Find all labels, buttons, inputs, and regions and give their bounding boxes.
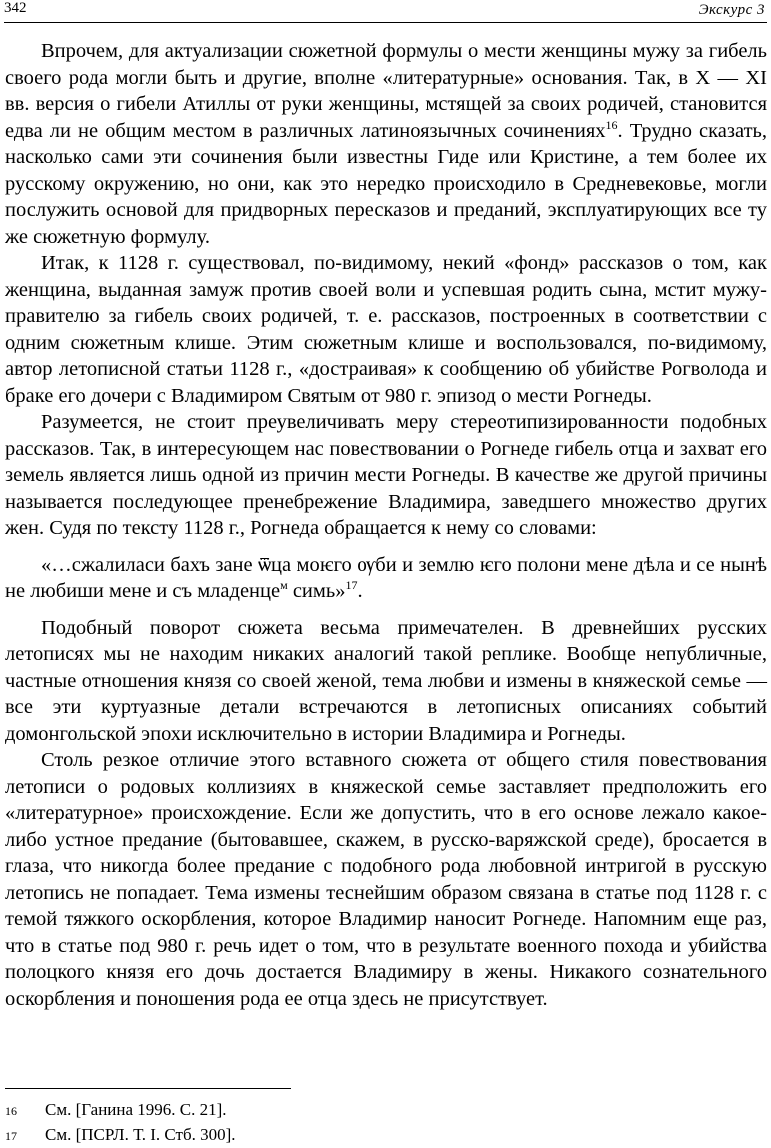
- quote-superscript: м: [280, 578, 288, 592]
- paragraph-3: Разумеется, не стоит преувеличивать меру стереотипизированности подобных рассказов. Так, в интересующем нас повествовании о Рогнеде гибель отца и захват его земель является лишь одной из причин мести Рогнеды. В качестве же другой причины называется последующее пренебрежение Владимира, заведшего множество других жен. Судя по тексту 1128 г., Рогнеда обращается к нему со словами:: [5, 411, 767, 539]
- footnotes: [5, 1098, 765, 1148]
- footnote-text: См. [ПСРЛ. Т. I. Стб. 300].: [45, 1125, 236, 1144]
- quote-part-b: симь»: [287, 580, 346, 602]
- main-text: [5, 38, 767, 1012]
- quote-end: .: [357, 580, 363, 602]
- paragraph-1-part-b: . Трудно сказать, насколько сами эти сочинения были известны Гиде или Кристине, а тем более их русскому окружению, но они, как это нередко происходило в Средневековье, могли послужить основой для придворных пересказов и преданий, эксплуатирующих все ту же сюжетную формулу.: [5, 119, 768, 248]
- chronicle-quote: [5, 552, 767, 605]
- footnote-number: 16: [5, 1104, 17, 1118]
- paragraph-4: Подобный поворот сюжета весьма примечателен. В древнейших русских летописях мы не находим никаких аналогий такой реплике. Вообще непубличные, частные отношения князя со своей женой, тема любви и измены в княжеской семье — все эти куртуазные детали встречаются в летописных описаниях событий домонгольской эпохи исключительно в истории Владимира и Рогнеды.: [5, 616, 767, 745]
- quote-part-a: «…сжалиласи бахъ зане ѿца моѥго ѹби и землю ѥго полони мене дѣла и се нынѣ не любиши мене и съ младенце: [5, 553, 767, 602]
- paragraph-1: [5, 38, 767, 250]
- footnote-16: [5, 1098, 765, 1123]
- paragraph-5: Столь резкое отличие этого вставного сюжета от общего стиля повествования летописи о родовых коллизиях в княжеской семье заставляет предположить его «литературное» происхождение. Если же допустить, что в его основе лежало какое-либо устное предание (бытовавшее, скажем, в русско-варяжской среде), бросается в глаза, что никогда более предание с подобного рода любовной интригой в русскую летопись не попадает. Тема измены теснейшим образом связана в статье под 1128 г. с темой тяжкого оскорбления, которое Владимир наносит Рогнеде. Напомним еще раз, что в статье под 980 г. речь идет о том, что в результате военного похода и убийства полоцкого князя его дочь достается Владимиру в жены. Никакого сознательного оскорбления и поношения рода ее отца здесь не присутствует.: [5, 749, 767, 1010]
- running-title: Экскурс 3: [698, 2, 765, 18]
- footnote-divider: [5, 1088, 291, 1089]
- footnote-ref-17[interactable]: 17: [345, 578, 358, 592]
- page-number: 342: [4, 0, 27, 16]
- running-header: [4, 0, 767, 23]
- paragraph-2: Итак, к 1128 г. существовал, по-видимому, некий «фонд» рассказов о том, как женщина, выданная замуж против своей воли и успевшая родить сына, мстит мужу-правителю за гибель своих родичей, т. е. рассказов, построенных в соответствии с одним сюжетным клише. Этим сюжетным клише и воспользовался, по-видимому, автор летописной статьи 1128 г., «достраивая» к сообщению об убийстве Рогволода и браке его дочери с Владимиром Святым от 980 г. эпизод о мести Рогнеды.: [5, 252, 767, 407]
- footnote-ref-16[interactable]: 16: [605, 117, 618, 132]
- footnote-text: См. [Ганина 1996. С. 21].: [45, 1100, 227, 1119]
- footnote-17: [5, 1123, 765, 1148]
- footnote-number: 17: [5, 1129, 17, 1143]
- paragraph-1-part-a: Впрочем, для актуализации сюжетной формулы о мести женщины мужу за гибель своего рода могли быть и другие, вполне «литературные» основания. Так, в X — XI вв. версия о гибели Атиллы от руки женщины, мстящей за своих родичей, становится едва ли не общим местом в различных латиноязычных сочинениях: [5, 40, 767, 142]
